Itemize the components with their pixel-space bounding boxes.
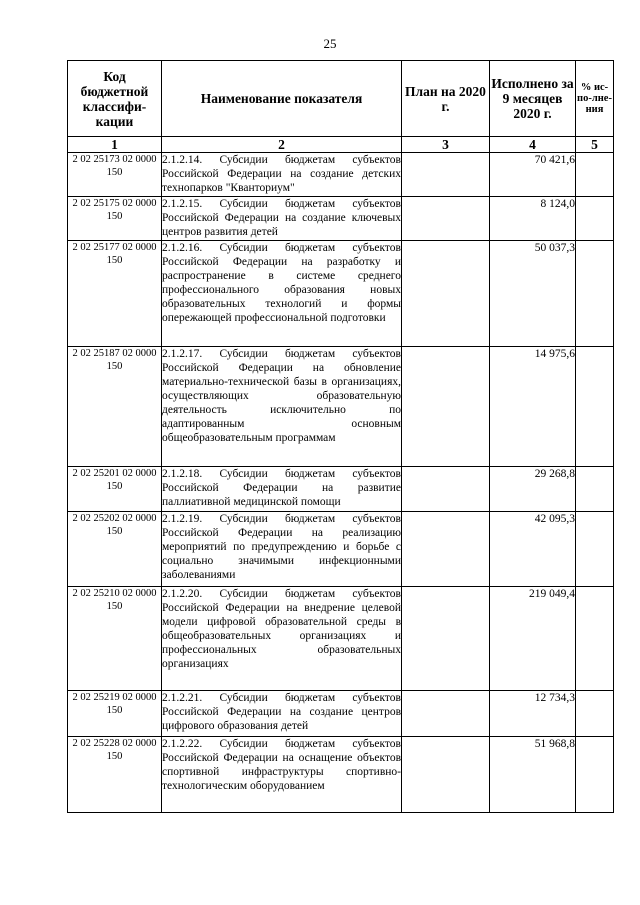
table-row	[68, 241, 614, 347]
table-row	[68, 691, 614, 737]
row-code: 2 02 25187 02 0000 150	[68, 347, 162, 467]
row-plan	[402, 153, 490, 197]
row-executed: 29 268,8	[490, 467, 576, 512]
row-plan	[402, 347, 490, 467]
row-executed: 70 421,6	[490, 153, 576, 197]
row-executed: 12 734,3	[490, 691, 576, 737]
table-header-row	[68, 61, 614, 137]
row-code: 2 02 25228 02 0000 150	[68, 737, 162, 813]
row-name: 2.1.2.14. Субсидии бюджетам субъектов Российской Федерации на создание детских технопарков "Кванториум"	[162, 153, 402, 197]
row-percent	[576, 347, 614, 467]
row-code: 2 02 25177 02 0000 150	[68, 241, 162, 347]
row-name: 2.1.2.21. Субсидии бюджетам субъектов Российской Федерации на создание центров цифрового образования детей	[162, 691, 402, 737]
row-executed: 51 968,8	[490, 737, 576, 813]
table-row	[68, 512, 614, 587]
row-executed: 219 049,4	[490, 587, 576, 691]
row-plan	[402, 587, 490, 691]
row-name: 2.1.2.18. Субсидии бюджетам субъектов Российской Федерации на развитие паллиативной медицинской помощи	[162, 467, 402, 512]
row-percent	[576, 153, 614, 197]
row-name: 2.1.2.20. Субсидии бюджетам субъектов Российской Федерации на внедрение целевой модели цифровой образовательной среды в общеобразовательных организациях и профессиональных образовательных организациях	[162, 587, 402, 691]
row-name: 2.1.2.17. Субсидии бюджетам субъектов Российской Федерации на обновление материально-технической базы в организациях, осуществляющих образовательную деятельность исключительно по адаптированным основным общеобразовательным программам	[162, 347, 402, 467]
row-percent	[576, 737, 614, 813]
row-code: 2 02 25173 02 0000 150	[68, 153, 162, 197]
row-plan	[402, 691, 490, 737]
table-row	[68, 153, 614, 197]
table-row	[68, 737, 614, 813]
row-name: 2.1.2.22. Субсидии бюджетам субъектов Российской Федерации на оснащение объектов спортивной инфраструктуры спортивно-технологическим оборудованием	[162, 737, 402, 813]
header-plan: План на 2020 г.	[402, 61, 490, 137]
row-code: 2 02 25202 02 0000 150	[68, 512, 162, 587]
row-code: 2 02 25219 02 0000 150	[68, 691, 162, 737]
row-percent	[576, 691, 614, 737]
budget-execution-table	[67, 60, 614, 813]
row-code: 2 02 25201 02 0000 150	[68, 467, 162, 512]
table-row	[68, 197, 614, 241]
column-number: 1	[68, 137, 162, 153]
header-executed: Исполнено за 9 месяцев 2020 г.	[490, 61, 576, 137]
row-percent	[576, 512, 614, 587]
row-code: 2 02 25210 02 0000 150	[68, 587, 162, 691]
row-percent	[576, 241, 614, 347]
header-percent: % ис-по-лне-ния	[576, 61, 614, 137]
page-number: 25	[323, 36, 337, 51]
table-row	[68, 587, 614, 691]
table-row	[68, 347, 614, 467]
row-name: 2.1.2.16. Субсидии бюджетам субъектов Российской Федерации на разработку и распространение в системе среднего профессионального образования новых образовательных технологий и формы опережающей профессиональной подготовки	[162, 241, 402, 347]
column-number: 5	[576, 137, 614, 153]
row-executed: 8 124,0	[490, 197, 576, 241]
column-number: 3	[402, 137, 490, 153]
row-plan	[402, 197, 490, 241]
row-plan	[402, 467, 490, 512]
row-percent	[576, 467, 614, 512]
row-percent	[576, 197, 614, 241]
row-plan	[402, 512, 490, 587]
row-executed: 14 975,6	[490, 347, 576, 467]
column-number: 2	[162, 137, 402, 153]
header-code: Код бюджетной классифи-кации	[68, 61, 162, 137]
row-code: 2 02 25175 02 0000 150	[68, 197, 162, 241]
row-executed: 42 095,3	[490, 512, 576, 587]
table-row	[68, 467, 614, 512]
row-plan	[402, 737, 490, 813]
column-number: 4	[490, 137, 576, 153]
header-name: Наименование показателя	[162, 61, 402, 137]
column-numbers-row	[68, 137, 614, 153]
row-percent	[576, 587, 614, 691]
row-name: 2.1.2.19. Субсидии бюджетам субъектов Российской Федерации на реализацию мероприятий по предупреждению и борьбе с социально значимыми инфекционными заболеваниями	[162, 512, 402, 587]
row-executed: 50 037,3	[490, 241, 576, 347]
row-plan	[402, 241, 490, 347]
row-name: 2.1.2.15. Субсидии бюджетам субъектов Российской Федерации на создание ключевых центров развития детей	[162, 197, 402, 241]
